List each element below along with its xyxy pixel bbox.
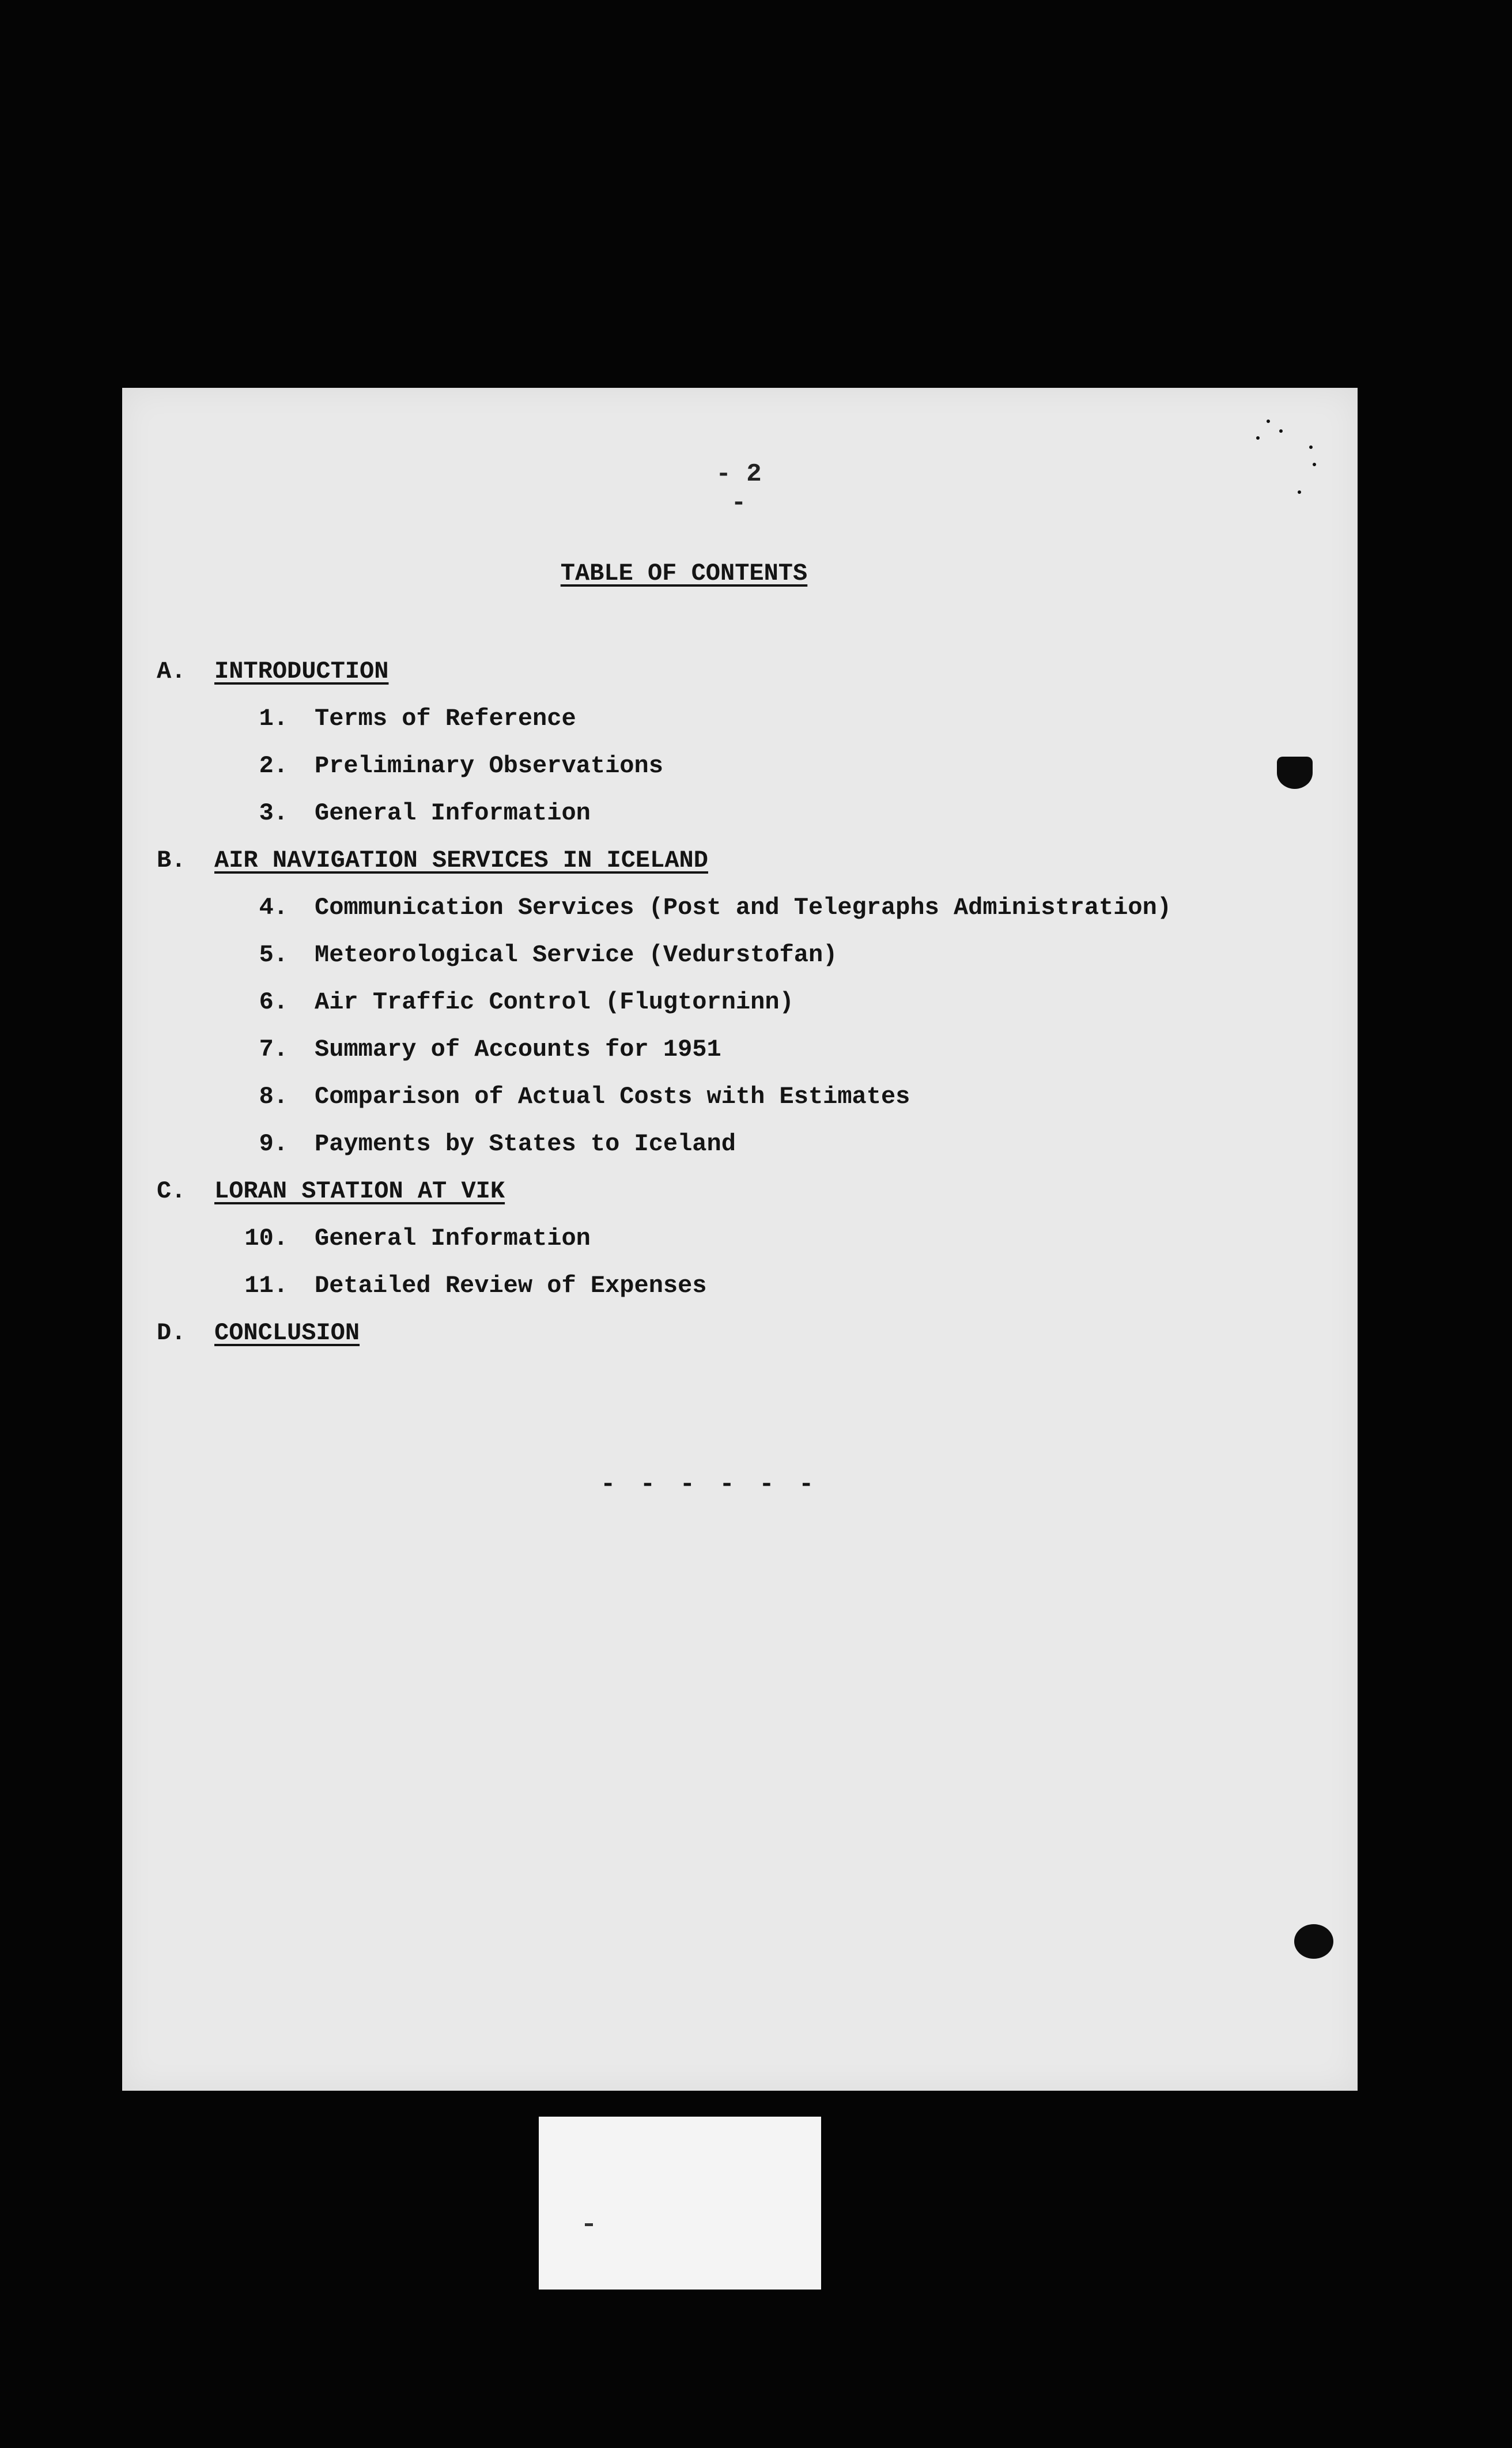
toc-item-label: Detailed Review of Expenses	[315, 1272, 707, 1299]
section-title-loran-station: LORAN STATION AT VIK	[214, 1177, 505, 1205]
toc-item-number: 8.	[259, 1083, 288, 1110]
toc-item-number: 11.	[244, 1272, 288, 1299]
toc-item-label: Terms of Reference	[315, 705, 576, 732]
section-title-air-navigation: AIR NAVIGATION SERVICES IN ICELAND	[214, 847, 708, 874]
toc-item-number: 5.	[259, 941, 288, 969]
section-letter: D.	[157, 1319, 186, 1347]
toc-list	[122, 388, 1358, 2091]
section-letter: A.	[157, 658, 186, 685]
toc-item-number: 1.	[259, 705, 288, 732]
toc-item-number: 3.	[259, 799, 288, 827]
punch-hole	[1277, 757, 1313, 789]
toc-item-label: General Information	[315, 799, 591, 827]
toc-item-number: 10.	[244, 1225, 288, 1252]
table-of-contents-title: TABLE OF CONTENTS	[560, 560, 808, 587]
toc-item-label: Meteorological Service (Vedurstofan)	[315, 941, 838, 969]
section-letter: B.	[157, 847, 186, 874]
closing-dash-rule: - - - - - -	[600, 1470, 819, 1499]
paper-speck	[1298, 490, 1301, 494]
toc-item-number: 6.	[259, 988, 288, 1016]
paper-speck	[1267, 420, 1270, 423]
toc-item-number: 2.	[259, 752, 288, 780]
toc-item-label: Communication Services (Post and Telegraphs Administration)	[315, 894, 1172, 921]
toc-item-number: 9.	[259, 1130, 288, 1158]
toc-item-number: 4.	[259, 894, 288, 921]
section-letter: C.	[157, 1177, 186, 1205]
page-number: - 2 -	[716, 460, 762, 517]
section-title-conclusion: CONCLUSION	[214, 1319, 360, 1347]
paper-speck	[1309, 445, 1313, 449]
section-title-introduction: INTRODUCTION	[214, 658, 389, 685]
toc-item-number: 7.	[259, 1036, 288, 1063]
slip-mark	[585, 2223, 593, 2226]
toc-item-label: General Information	[315, 1225, 591, 1252]
toc-item-label: Air Traffic Control (Flugtorninn)	[315, 988, 794, 1016]
paper-speck	[1256, 436, 1260, 440]
punch-hole	[1294, 1924, 1333, 1959]
document-page	[122, 388, 1358, 2091]
toc-item-label: Payments by States to Iceland	[315, 1130, 736, 1158]
paper-speck	[1313, 463, 1316, 466]
toc-item-label: Summary of Accounts for 1951	[315, 1036, 721, 1063]
blank-label-slip	[539, 2117, 821, 2290]
toc-item-label: Comparison of Actual Costs with Estimates	[315, 1083, 910, 1110]
toc-item-label: Preliminary Observations	[315, 752, 663, 780]
paper-speck	[1279, 429, 1283, 433]
